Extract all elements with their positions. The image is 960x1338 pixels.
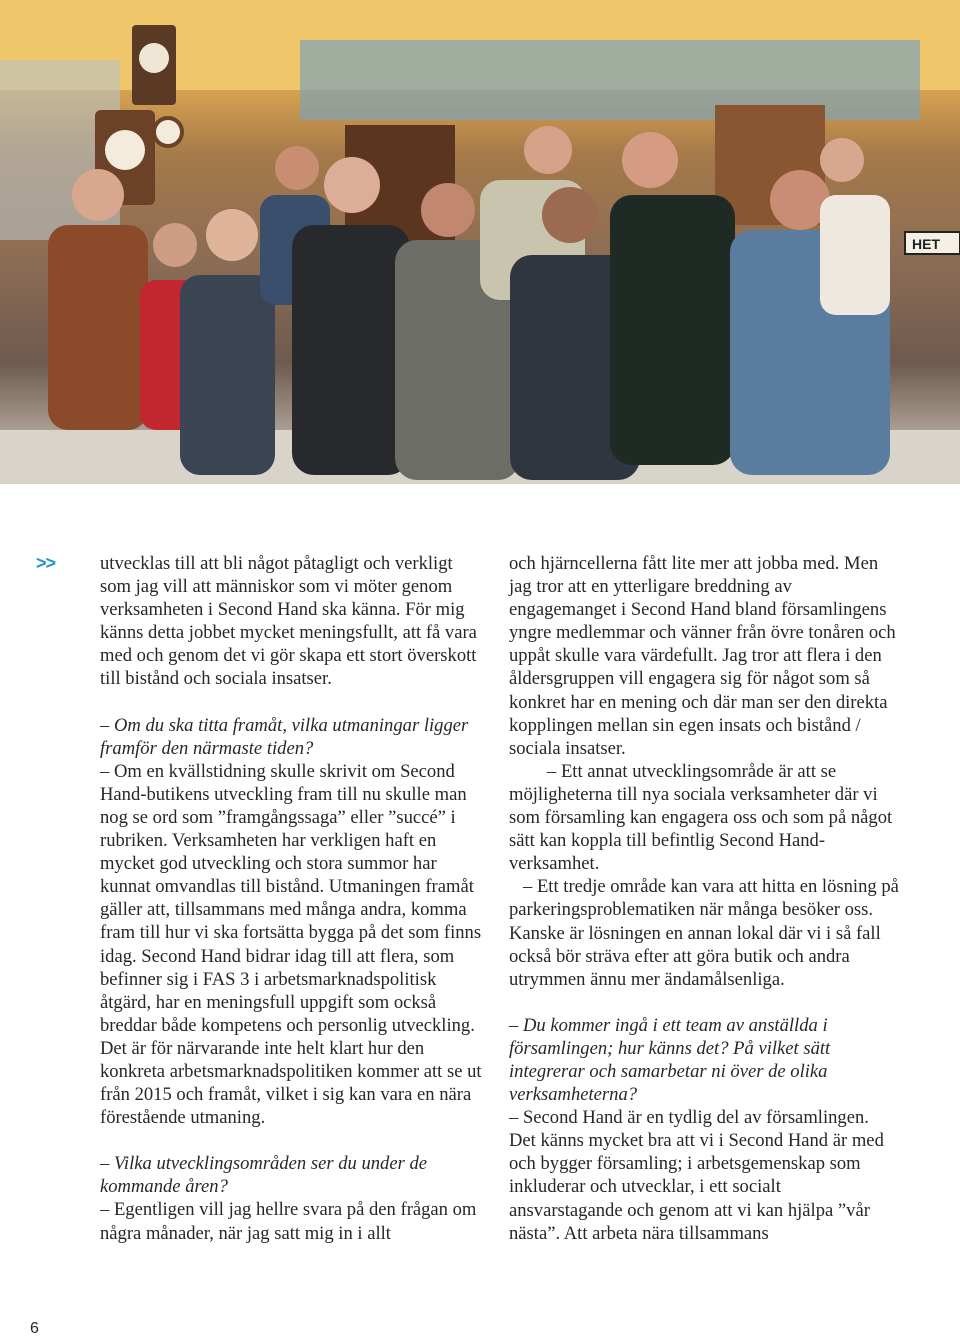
paragraph: utvecklas till att bli något påtagligt och verkligt som jag vill att människor som vi möter genom verksamheten i Second Hand ska känna. För mig känns detta jobbet mycket meningsfullt, att få vara med och genom det vi gör skapa ett stort överskott till bistånd och sociala insatser. <box>100 553 477 690</box>
shop-sign-text: HET <box>912 236 940 252</box>
paragraph: – Om en kvällstidning skulle skrivit om Second Hand-butikens utveckling fram till nu skulle man nog se ord som ”framgångssaga” eller ”succé” i rubriken. Verksamheten har verkligen haft en mycket god utveckling och stora summor har kunnat omvandlas till bistånd. Utmaningen framåt gäller att, tillsammans med många andra, komma fram till hur vi ska fortsätta bygga på det som finns idag. Second Hand bidrar idag till att flera, som befinner sig i FAS 3 i arbetsmarknadspolitisk åtgärd, har en meningsfull uppgift som också breddar både kompetens och personlig utveckling. Det är för närvarande inte helt klart hur den konkreta arbetsmarknadspolitiken kommer att se ut från 2015 och framåt, vilket i sig kan vara en nära förestående utmaning. <box>100 760 482 1129</box>
paragraph-gap <box>100 691 485 714</box>
right-column <box>509 552 899 1245</box>
left-column <box>100 552 485 1245</box>
paragraph: – Ett annat utvecklingsområde är att se möjligheterna till nya sociala verksamheter där vi som församling kan engagera oss och som på något sätt kan koppla till befintlig Second Hand-verksamhet. <box>509 760 893 875</box>
paragraph-gap <box>509 991 899 1014</box>
window <box>300 40 920 120</box>
paragraph-gap <box>100 1129 485 1152</box>
paragraph: – Second Hand är en tydlig del av församlingen. Det känns mycket bra att vi i Second Hand är med och bygger församling; i arbetsgemenskap som inkluderar och utvecklar, i ett socialt ansvarstagande och genom att vi kan hjälpa ”vår nästa”. Att arbeta nära tillsammans <box>509 1107 884 1244</box>
paragraph: – Ett tredje område kan vara att hitta en lösning på parkeringsproblematiken när många besöker oss. Kanske är lösningen en annan lokal där vi i så fall också bör sträva efter att göra butik och andra utrymmen ännu mer ändamålsenliga. <box>509 876 899 990</box>
interview-question: – Du kommer ingå i ett team av anställda i församlingen; hur känns det? På vilket sätt integrerar och samarbetar ni över de olika verksamheterna? <box>509 1014 831 1106</box>
page-number: 6 <box>30 1320 39 1337</box>
interview-question: – Vilka utvecklingsområden ser du under de kommande åren? <box>100 1153 428 1198</box>
group-photo <box>0 0 960 484</box>
group-photo-illustration <box>0 0 960 484</box>
continuation-marker: >> <box>36 553 56 573</box>
paragraph: – Egentligen vill jag hellre svara på den frågan om några månader, när jag satt mig in i allt <box>100 1199 477 1244</box>
interview-question: – Om du ska titta framåt, vilka utmaningar ligger framför den närmaste tiden? <box>100 714 469 759</box>
paragraph: och hjärncellerna fått lite mer att jobba med. Men jag tror att en ytterligare breddning av engagemanget i Second Hand bland församlingens yngre medlemmar och vänner från övre tonåren och uppåt skulle vara värdefullt. Jag tror att flera i den åldersgruppen vill engagera sig för något som så konkret har en mening och där man ser den direkta kopplingen mellan sin egen insats och bistånd / sociala insatser. <box>509 553 896 759</box>
